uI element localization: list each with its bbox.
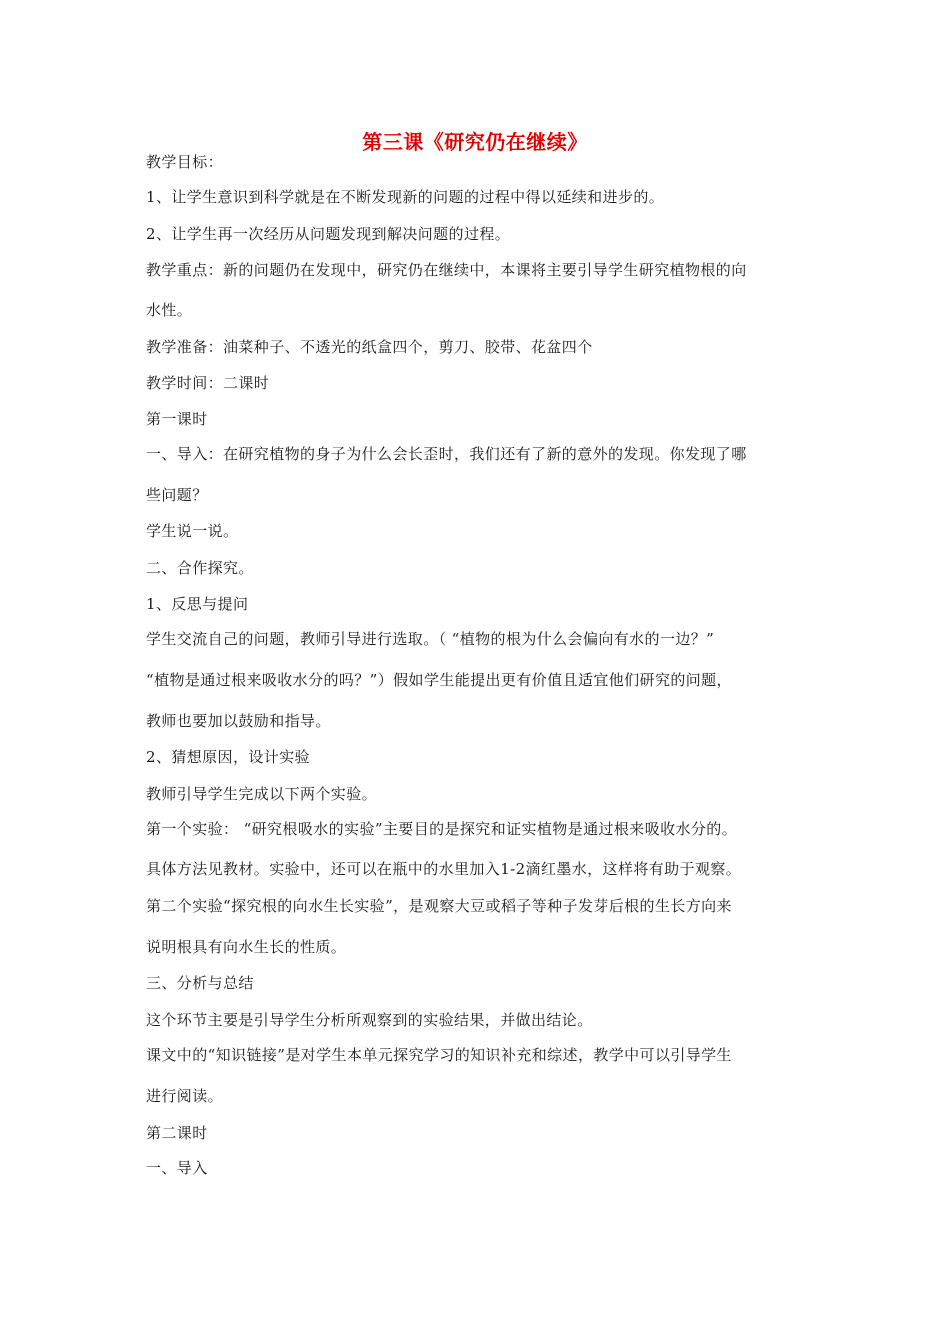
experiment-1-line-1: 第一个实验： “研究根吸水的实验”主要目的是探究和证实植物是通过根来吸收水分的。 [146,820,738,838]
goal-item-1: 1、让学生意识到科学就是在不断发现新的问题的过程中得以延续和进步的。 [146,188,665,206]
reflect-para-line-1: 学生交流自己的问题，教师引导进行选取。（ “植物的根为什么会偏向有水的一边？” [146,630,715,648]
second-lesson-intro-heading: 一、导入 [146,1159,208,1177]
knowledge-link-line-1: 课文中的“知识链接”是对学生本单元探究学习的知识补充和综述，教学中可以引导学生 [146,1046,732,1064]
hypothesis-heading: 2、猜想原因，设计实验 [146,748,310,766]
intro-line-1: 一、导入：在研究植物的身子为什么会长歪时，我们还有了新的意外的发现。你发现了哪 [146,445,747,463]
intro-line-2: 些问题？ [146,486,208,504]
goal-item-2: 2、让学生再一次经历从问题发现到解决问题的过程。 [146,225,511,243]
cooperative-inquiry-heading: 二、合作探究。 [146,559,254,577]
experiment-2-line-2: 说明根具有向水生长的性质。 [146,938,347,956]
teaching-goals-heading: 教学目标： [146,153,224,171]
second-lesson-heading: 第二课时 [146,1124,208,1142]
analysis-line: 这个环节主要是引导学生分析所观察到的实验结果，并做出结论。 [146,1011,593,1029]
analysis-heading: 三、分析与总结 [146,974,254,992]
experiment-1-line-2: 具体方法见教材。实验中，还可以在瓶中的水里加入1-2滴红墨水，这样将有助于观察。 [146,860,742,878]
reflect-question-heading: 1、反思与提问 [146,595,249,613]
experiments-intro-line: 教师引导学生完成以下两个实验。 [146,785,378,803]
reflect-para-line-2: “植物是通过根来吸收水分的吗？”）假如学生能提出更有价值且适宜他们研究的问题， [146,671,732,689]
first-lesson-heading: 第一课时 [146,410,208,428]
knowledge-link-line-2: 进行阅读。 [146,1087,224,1105]
students-say-line: 学生说一说。 [146,522,239,540]
key-points-line-2: 水性。 [146,301,193,319]
teaching-time-line: 教学时间：二课时 [146,374,270,392]
preparation-line: 教学准备：油菜种子、不透光的纸盒四个，剪刀、胶带、花盆四个 [146,338,593,356]
experiment-2-line-1: 第二个实验“探究根的向水生长实验”，是观察大豆或稻子等种子发芽后根的生长方向来 [146,897,732,915]
lesson-title: 第三课《研究仍在继续》 [362,130,588,154]
key-points-line-1: 教学重点：新的问题仍在发现中，研究仍在继续中，本课将主要引导学生研究植物根的向 [146,261,747,279]
reflect-para-line-3: 教师也要加以鼓励和指导。 [146,712,331,730]
